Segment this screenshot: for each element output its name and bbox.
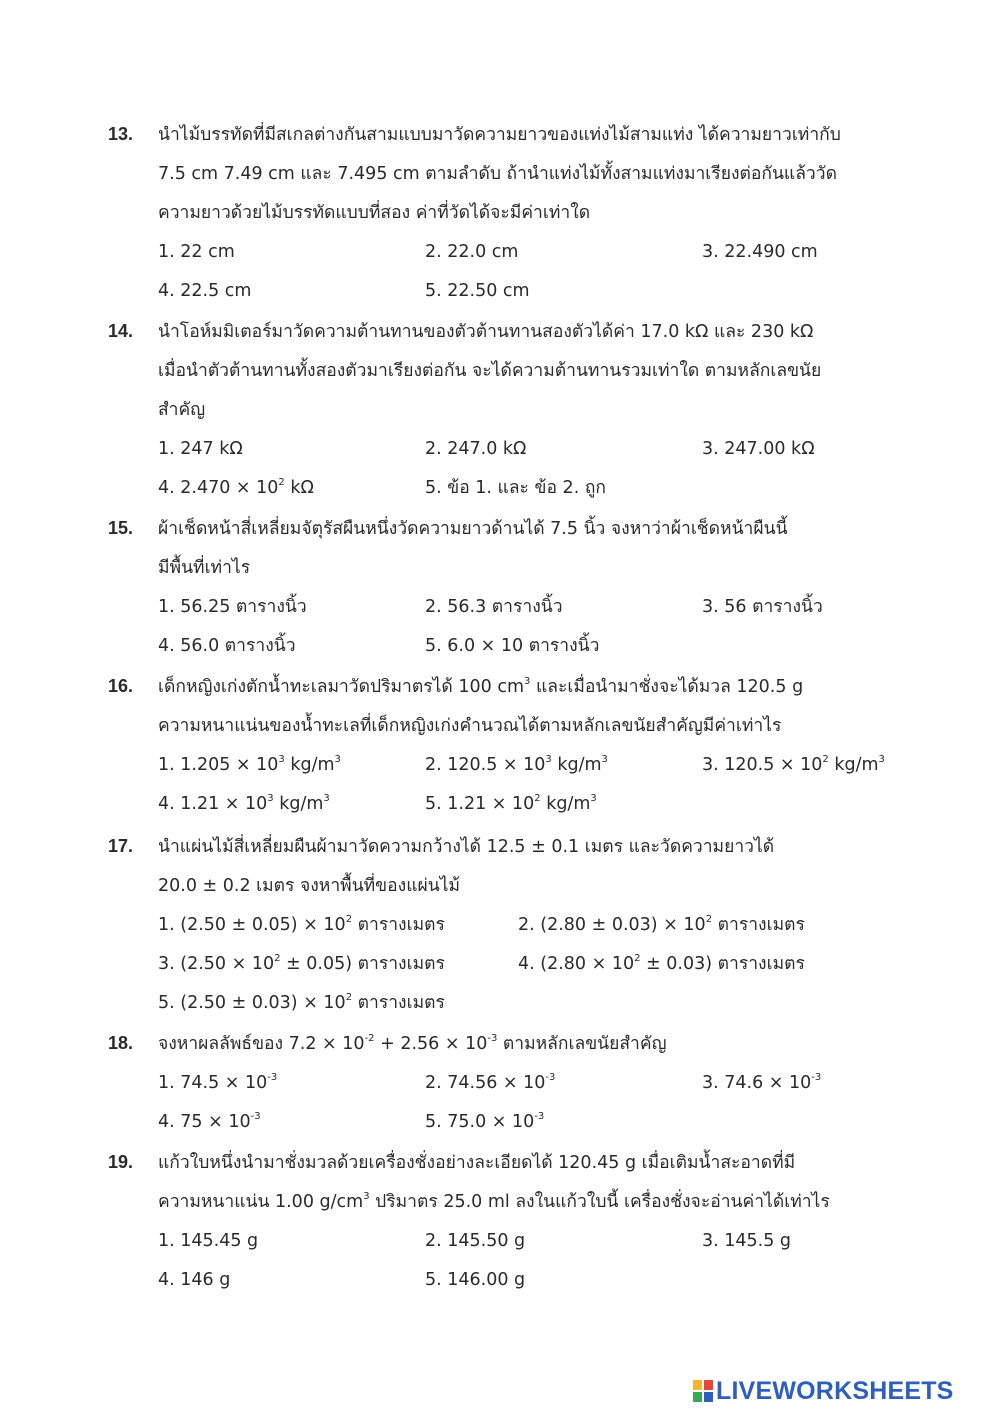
answer-option[interactable]: 1. 22 cm: [158, 242, 235, 262]
answer-option[interactable]: 3. $(2.50 \times 10^2 \pm 0.05)$ ตารางเมตร: [158, 953, 445, 974]
answer-option[interactable]: 4. $1.21 \times 10^3$ $kg/m^3$: [158, 793, 330, 814]
answer-option[interactable]: 2. 22.0 cm: [425, 242, 519, 262]
answer-option[interactable]: 3. 56 ตารางนิ้ว: [702, 597, 823, 617]
question-number: 16.: [108, 676, 134, 696]
exponent: 3: [545, 754, 552, 765]
question-number: 18.: [108, 1033, 134, 1053]
exponent: 3: [363, 1191, 370, 1202]
exponent: 3: [267, 793, 274, 804]
answer-option[interactable]: 2. $74.56 \times 10^{-3}$: [425, 1072, 556, 1093]
question-text-line: มีพื้นที่เท่าไร: [158, 558, 251, 578]
question-number: 19.: [108, 1152, 134, 1172]
answer-option[interactable]: 2. $120.5 \times 10^3$ $kg/m^3$: [425, 754, 608, 775]
answer-option[interactable]: 4. $(2.80 \times 10^2 \pm 0.03)$ ตารางเมตร: [518, 953, 805, 974]
answer-option[interactable]: 5. $1.21 \times 10^2$ $kg/m^3$: [425, 793, 597, 814]
answer-option[interactable]: 5. 146.00 g: [425, 1270, 526, 1290]
exponent: 2: [705, 914, 713, 925]
question-text-line: นำแผ่นไม้สี่เหลี่ยมผืนผ้ามาวัดความกว้างได้ 12.5 ± 0.1 เมตร และวัดความยาวได้: [158, 837, 775, 857]
question-text-line: ความหนาแน่น 1.00 $g/cm^3$ ปริมาตร 25.0 ml ลงในแก้วใบนี้ เครื่องชั่งจะอ่านค่าได้เท่าไร: [158, 1191, 830, 1212]
exponent: -3: [534, 1111, 545, 1122]
answer-option[interactable]: 2. 56.3 ตารางนิ้ว: [425, 597, 563, 617]
answer-option[interactable]: 1. 56.25 ตารางนิ้ว: [158, 597, 307, 617]
answer-option[interactable]: 3. 145.5 g: [702, 1231, 792, 1251]
answer-option[interactable]: 2. 247.0 kΩ: [425, 439, 527, 459]
answer-option[interactable]: 1. $1.205 \times 10^3$ $kg/m^3$: [158, 754, 341, 775]
question-text-line: ผ้าเช็ดหน้าสี่เหลี่ยมจัตุรัสผืนหนึ่งวัดความยาวด้านได้ 7.5 นิ้ว จงหาว่าผ้าเช็ดหน้าผืนนี้: [158, 519, 788, 539]
question-text-line: นำไม้บรรทัดที่มีสเกลต่างกันสามแบบมาวัดความยาวของแท่งไม้สามแท่ง ได้ความยาวเท่ากับ: [158, 125, 841, 145]
answer-option[interactable]: 1. $74.5 \times 10^{-3}$: [158, 1072, 278, 1093]
exponent: 2: [534, 793, 541, 804]
answer-option[interactable]: 5. $75.0 \times 10^{-3}$: [425, 1111, 545, 1132]
question-text-line: 20.0 ± 0.2 เมตร จงหาพื้นที่ของแผ่นไม้: [158, 876, 461, 896]
answer-option[interactable]: 1. 247 kΩ: [158, 439, 243, 459]
question-number: 14.: [108, 321, 134, 341]
question-text-line: แก้วใบหนึ่งนำมาชั่งมวลด้วยเครื่องชั่งอย่างละเอียดได้ 120.45 g เมื่อเติมน้ำสะอาดที่มี: [158, 1153, 796, 1173]
answer-option[interactable]: 2. 145.50 g: [425, 1231, 526, 1251]
answer-option[interactable]: 5. ข้อ 1. และ ข้อ 2. ถูก: [425, 478, 607, 498]
exponent: 2: [345, 992, 353, 1003]
answer-option[interactable]: 3. $74.6 \times 10^{-3}$: [702, 1072, 822, 1093]
exponent: 2: [634, 953, 641, 964]
liveworksheets-logo: [693, 1377, 954, 1405]
exponent: -3: [267, 1072, 278, 1083]
exponent: -3: [250, 1111, 261, 1122]
question-text-line: เด็กหญิงเก่งตักน้ำทะเลมาวัดปริมาตรได้ 100 $cm^3$ และเมื่อนำมาชั่งจะได้มวล 120.5 g: [158, 676, 804, 697]
question-number: 15.: [108, 518, 134, 538]
answer-option[interactable]: 3. $120.5 \times 10^2$ $kg/m^3$: [702, 754, 885, 775]
question-number: 17.: [108, 836, 134, 856]
exponent: -3: [487, 1033, 498, 1044]
answer-option[interactable]: 4. $2.470 \times 10^2$ kΩ: [158, 477, 314, 498]
exponent: 3: [590, 793, 597, 804]
exponent: 2: [278, 477, 285, 488]
exponent: 3: [334, 754, 341, 765]
question-text-line: เมื่อนำตัวต้านทานทั้งสองตัวมาเรียงต่อกัน จะได้ความต้านทานรวมเท่าใด ตามหลักเลขนัย: [158, 361, 822, 381]
exponent: 3: [278, 754, 285, 765]
exponent: 3: [601, 754, 608, 765]
exponent: 3: [524, 676, 531, 687]
exponent: 2: [274, 953, 281, 964]
answer-option[interactable]: 5. 6.0 × 10 ตารางนิ้ว: [425, 636, 600, 656]
question-text-line: สำคัญ: [158, 400, 206, 420]
exponent: -3: [545, 1072, 556, 1083]
answer-option[interactable]: 2. $(2.80 \pm 0.03) \times 10^2$ ตารางเมตร: [518, 914, 805, 935]
question-text-line: ความหนาแน่นของน้ำทะเลที่เด็กหญิงเก่งคำนวณได้ตามหลักเลขนัยสำคัญมีค่าเท่าไร: [158, 716, 782, 736]
answer-option[interactable]: 1. $(2.50 \pm 0.05) \times 10^2$ ตารางเมตร: [158, 914, 445, 935]
answer-option[interactable]: 1. 145.45 g: [158, 1231, 259, 1251]
answer-option[interactable]: 4. 56.0 ตารางนิ้ว: [158, 636, 296, 656]
answer-option[interactable]: 5. $(2.50 \pm 0.03) \times 10^2$ ตารางเมตร: [158, 992, 445, 1013]
question-text-line: จงหาผลลัพธ์ของ $7.2 \times 10^{-2} + 2.56 \times 10^{-3}$ ตามหลักเลขนัยสำคัญ: [158, 1033, 667, 1054]
question-text-line: ความยาวด้วยไม้บรรทัดแบบที่สอง ค่าที่วัดได้จะมีค่าเท่าใด: [158, 203, 591, 223]
exponent: 3: [878, 754, 885, 765]
answer-option[interactable]: 4. 146 g: [158, 1270, 231, 1290]
exponent: 3: [323, 793, 330, 804]
exponent: 2: [822, 754, 829, 765]
answer-option[interactable]: 4. $75 \times 10^{-3}$: [158, 1111, 261, 1132]
answer-option[interactable]: 4. 22.5 cm: [158, 281, 252, 301]
exponent: -2: [364, 1033, 375, 1044]
answer-option[interactable]: 5. 22.50 cm: [425, 281, 530, 301]
exponent: 2: [345, 914, 353, 925]
answer-option[interactable]: 3. 22.490 cm: [702, 242, 818, 262]
question-text-line: 7.5 cm 7.49 cm และ 7.495 cm ตามลำดับ ถ้านำแท่งไม้ทั้งสามแท่งมาเรียงต่อกันแล้ววัด: [158, 164, 837, 184]
answer-option[interactable]: 3. 247.00 kΩ: [702, 439, 815, 459]
question-number: 13.: [108, 124, 134, 144]
liveworksheets-logo-icon: [693, 1380, 713, 1402]
logo-text: LIVEWORKSHEETS: [716, 1376, 954, 1405]
question-text-line: นำโอห์มมิเตอร์มาวัดความต้านทานของตัวต้านทานสองตัวได้ค่า 17.0 kΩ และ 230 kΩ: [158, 322, 814, 342]
exponent: -3: [811, 1072, 822, 1083]
